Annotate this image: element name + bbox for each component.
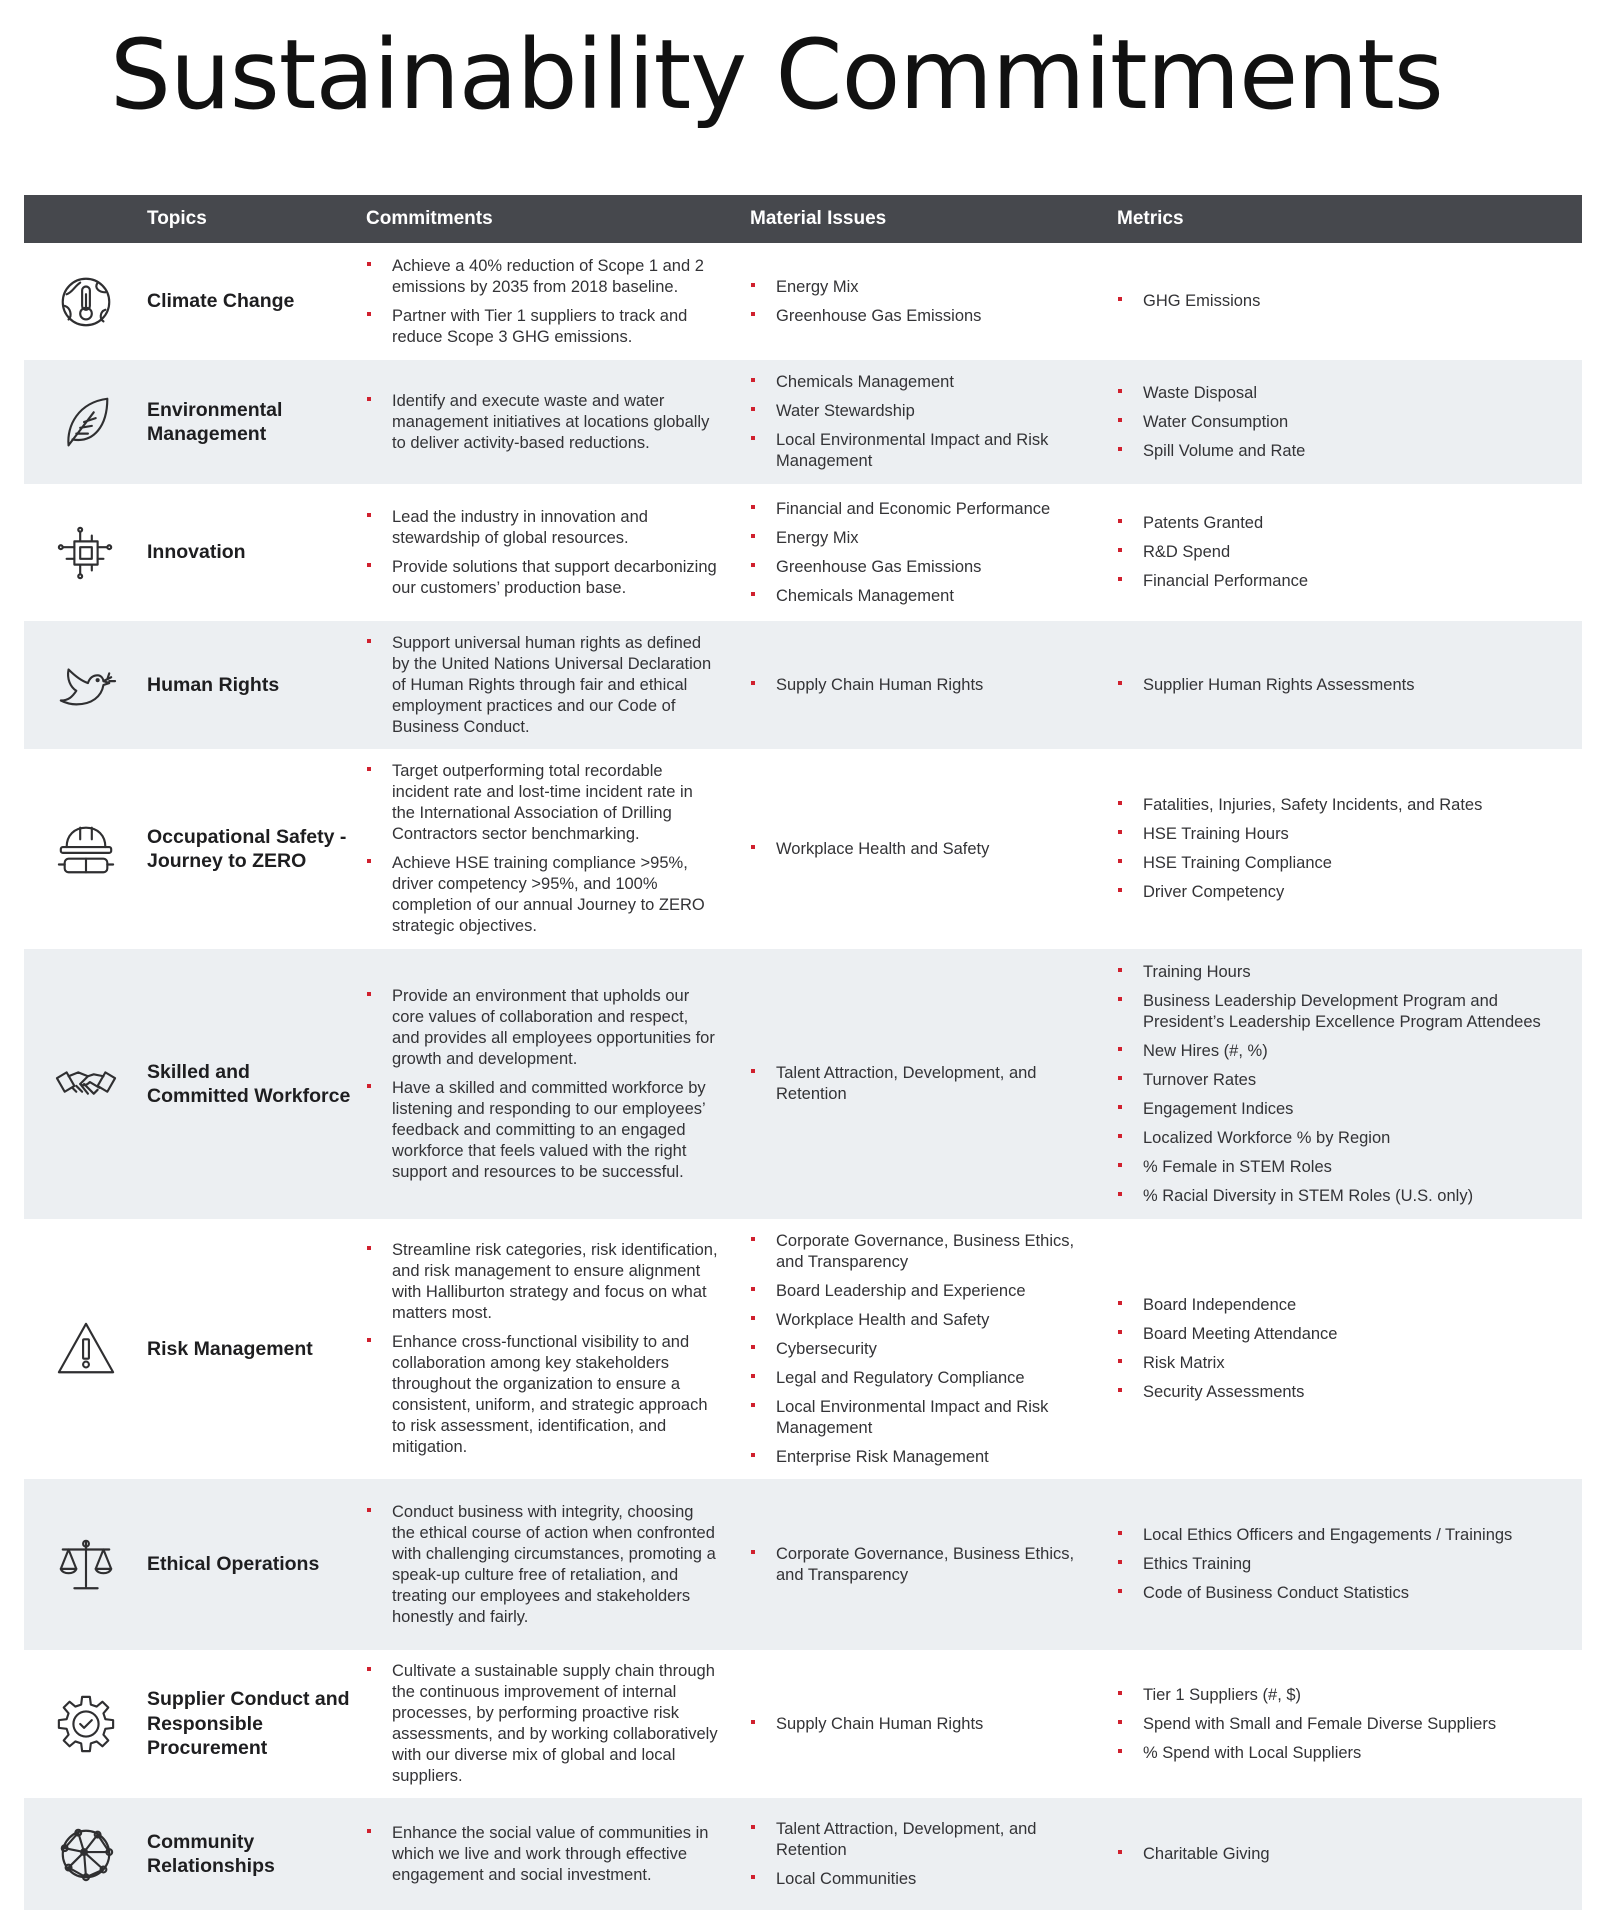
list-item: Water Stewardship — [750, 401, 1103, 422]
topic-label: Ethical Operations — [147, 1553, 320, 1576]
list-item: Conduct business with integrity, choosing the ethical course of action when confronted with challenging circumstances, promoting a speak-up culture free of retaliation, and treating our employees and stakeholders honestly and fairly. — [366, 1502, 720, 1628]
material-issues-list — [750, 839, 1103, 860]
metrics-list — [1117, 1525, 1572, 1604]
list-item: Legal and Regulatory Compliance — [750, 1368, 1103, 1389]
leaf-icon — [55, 391, 117, 453]
list-item: Local Environmental Impact and Risk Management — [750, 430, 1103, 472]
list-item: Support universal human rights as defined by the United Nations Universal Declaration of Human Rights through fair and ethical employment practices and our Code of Business Conduct. — [366, 633, 720, 738]
commitments-list — [366, 507, 720, 599]
list-item: Partner with Tier 1 suppliers to track and reduce Scope 3 GHG emissions. — [366, 306, 720, 348]
list-item: HSE Training Compliance — [1117, 853, 1572, 874]
list-item: Supplier Human Rights Assessments — [1117, 675, 1572, 696]
list-item: Energy Mix — [750, 277, 1103, 298]
topic-label: Climate Change — [147, 290, 295, 313]
material-issues-list — [750, 1063, 1103, 1105]
commitments-list — [366, 256, 720, 348]
list-item: Water Consumption — [1117, 412, 1572, 433]
topic-label: Innovation — [147, 541, 246, 564]
topic-label: Community Relationships — [147, 1830, 275, 1877]
list-item: Cultivate a sustainable supply chain through the continuous improvement of internal processes, by performing proactive risk assessments, and by working collaboratively with our diverse mix of global and local suppliers. — [366, 1661, 720, 1787]
table-row — [24, 1219, 1582, 1479]
list-item: Workplace Health and Safety — [750, 1310, 1103, 1331]
list-item: Board Independence — [1117, 1295, 1572, 1316]
list-item: Supply Chain Human Rights — [750, 1714, 1103, 1735]
list-item: Tier 1 Suppliers (#, $) — [1117, 1685, 1572, 1706]
metrics-list — [1117, 291, 1572, 312]
hardhat-goggles-icon — [55, 818, 117, 880]
metrics-list — [1117, 675, 1572, 696]
commitments-list — [366, 1502, 720, 1628]
list-item: Enterprise Risk Management — [750, 1447, 1103, 1468]
list-item: Training Hours — [1117, 962, 1572, 983]
scales-icon — [55, 1534, 117, 1596]
list-item: Greenhouse Gas Emissions — [750, 306, 1103, 327]
list-item: Achieve a 40% reduction of Scope 1 and 2 emissions by 2035 from 2018 baseline. — [366, 256, 720, 298]
list-item: Target outperforming total recordable incident rate and lost-time incident rate in the International Association of Drilling Contractors sector benchmarking. — [366, 761, 720, 845]
table-row — [24, 749, 1582, 949]
table-row — [24, 1650, 1582, 1798]
material-issues-list — [750, 1231, 1103, 1468]
list-item: Enhance cross-functional visibility to and collaboration among key stakeholders throughout the organization to ensure a consistent, uniform, and strategic approach to risk assessment, identification, and mitigation. — [366, 1332, 720, 1458]
commitments-list — [366, 986, 720, 1183]
list-item: Financial Performance — [1117, 571, 1572, 592]
metrics-list — [1117, 513, 1572, 592]
table-row — [24, 1798, 1582, 1910]
list-item: Enhance the social value of communities in which we live and work through effective engagement and social investment. — [366, 1823, 720, 1886]
list-item: Spill Volume and Rate — [1117, 441, 1572, 462]
commitments-list — [366, 1823, 720, 1886]
table-row — [24, 243, 1582, 360]
list-item: Corporate Governance, Business Ethics, and Transparency — [750, 1231, 1103, 1273]
list-item: Corporate Governance, Business Ethics, and Transparency — [750, 1544, 1103, 1586]
list-item: Financial and Economic Performance — [750, 499, 1103, 520]
metrics-list — [1117, 383, 1572, 462]
list-item: Waste Disposal — [1117, 383, 1572, 404]
table-row — [24, 360, 1582, 484]
commitments-list — [366, 761, 720, 937]
list-item: Cybersecurity — [750, 1339, 1103, 1360]
topic-label: Human Rights — [147, 673, 280, 696]
commitments-table — [24, 195, 1582, 1910]
list-item: Streamline risk categories, risk identification, and risk management to ensure alignment with Halliburton strategy and focus on what matters most. — [366, 1240, 720, 1324]
list-item: Local Communities — [750, 1869, 1103, 1890]
list-item: Board Leadership and Experience — [750, 1281, 1103, 1302]
metrics-list — [1117, 1685, 1572, 1764]
topic-label: Supplier Conduct and Responsible Procurement — [147, 1688, 350, 1760]
material-issues-list — [750, 675, 1103, 696]
list-item: Lead the industry in innovation and stewardship of global resources. — [366, 507, 720, 549]
header-topics: Topics — [147, 208, 207, 229]
material-issues-list — [750, 372, 1103, 472]
list-item: Driver Competency — [1117, 882, 1572, 903]
list-item: Local Environmental Impact and Risk Management — [750, 1397, 1103, 1439]
list-item: Fatalities, Injuries, Safety Incidents, and Rates — [1117, 795, 1572, 816]
list-item: R&D Spend — [1117, 542, 1572, 563]
list-item: % Racial Diversity in STEM Roles (U.S. only) — [1117, 1186, 1572, 1207]
list-item: Supply Chain Human Rights — [750, 675, 1103, 696]
list-item: % Female in STEM Roles — [1117, 1157, 1572, 1178]
metrics-list — [1117, 1295, 1572, 1403]
header-commitments: Commitments — [366, 208, 493, 229]
list-item: Security Assessments — [1117, 1382, 1572, 1403]
list-item: Greenhouse Gas Emissions — [750, 557, 1103, 578]
list-item: Turnover Rates — [1117, 1070, 1572, 1091]
header-metrics: Metrics — [1117, 208, 1184, 229]
list-item: Achieve HSE training compliance >95%, driver competency >95%, and 100% completion of our annual Journey to ZERO strategic objectives. — [366, 853, 720, 937]
commitments-list — [366, 391, 720, 454]
material-issues-list — [750, 1544, 1103, 1586]
network-nodes-icon — [55, 1823, 117, 1885]
list-item: Localized Workforce % by Region — [1117, 1128, 1572, 1149]
list-item: Engagement Indices — [1117, 1099, 1572, 1120]
list-item: Spend with Small and Female Diverse Suppliers — [1117, 1714, 1572, 1735]
material-issues-list — [750, 1819, 1103, 1890]
material-issues-list — [750, 499, 1103, 607]
list-item: Charitable Giving — [1117, 1844, 1572, 1865]
list-item: Energy Mix — [750, 528, 1103, 549]
globe-thermometer-icon — [55, 271, 117, 333]
dove-icon — [55, 654, 117, 716]
topic-label: Risk Management — [147, 1337, 313, 1360]
list-item: Chemicals Management — [750, 372, 1103, 393]
list-item: GHG Emissions — [1117, 291, 1572, 312]
table-header — [24, 195, 1582, 243]
gear-check-icon — [55, 1693, 117, 1755]
circuit-chip-icon — [55, 522, 117, 584]
list-item: Board Meeting Attendance — [1117, 1324, 1572, 1345]
material-issues-list — [750, 277, 1103, 327]
commitments-list — [366, 633, 720, 738]
metrics-list — [1117, 1844, 1572, 1865]
list-item: Ethics Training — [1117, 1554, 1572, 1575]
list-item: Local Ethics Officers and Engagements / Trainings — [1117, 1525, 1572, 1546]
list-item: Talent Attraction, Development, and Retention — [750, 1819, 1103, 1861]
list-item: Chemicals Management — [750, 586, 1103, 607]
table-row — [24, 484, 1582, 621]
list-item: Business Leadership Development Program and President’s Leadership Excellence Program Attendees — [1117, 991, 1572, 1033]
list-item: Have a skilled and committed workforce by listening and responding to our employees’ feedback and committing to an engaged workforce that feels valued with the right support and resources to be successful. — [366, 1078, 720, 1183]
header-material-issues: Material Issues — [750, 208, 887, 229]
page-title: Sustainability Commitments — [110, 19, 1443, 131]
table-row — [24, 621, 1582, 749]
list-item: Workplace Health and Safety — [750, 839, 1103, 860]
list-item: HSE Training Hours — [1117, 824, 1572, 845]
list-item: Patents Granted — [1117, 513, 1572, 534]
commitments-list — [366, 1240, 720, 1458]
topic-label: Environmental Management — [147, 398, 283, 445]
commitments-list — [366, 1661, 720, 1787]
warning-triangle-icon — [55, 1318, 117, 1380]
table-row — [24, 1479, 1582, 1650]
list-item: Identify and execute waste and water management initiatives at locations globally to deliver activity-based reductions. — [366, 391, 720, 454]
material-issues-list — [750, 1714, 1103, 1735]
table-row — [24, 949, 1582, 1219]
handshake-icon — [55, 1053, 117, 1115]
metrics-list — [1117, 795, 1572, 903]
list-item: New Hires (#, %) — [1117, 1041, 1572, 1062]
list-item: % Spend with Local Suppliers — [1117, 1743, 1572, 1764]
list-item: Provide an environment that upholds our core values of collaboration and respect, and provides all employees opportunities for growth and development. — [366, 986, 720, 1070]
list-item: Code of Business Conduct Statistics — [1117, 1583, 1572, 1604]
topic-label: Occupational Safety - Journey to ZERO — [147, 825, 347, 872]
list-item: Provide solutions that support decarbonizing our customers’ production base. — [366, 557, 720, 599]
list-item: Risk Matrix — [1117, 1353, 1572, 1374]
topic-label: Skilled and Committed Workforce — [147, 1060, 351, 1107]
metrics-list — [1117, 962, 1572, 1207]
list-item: Talent Attraction, Development, and Retention — [750, 1063, 1103, 1105]
